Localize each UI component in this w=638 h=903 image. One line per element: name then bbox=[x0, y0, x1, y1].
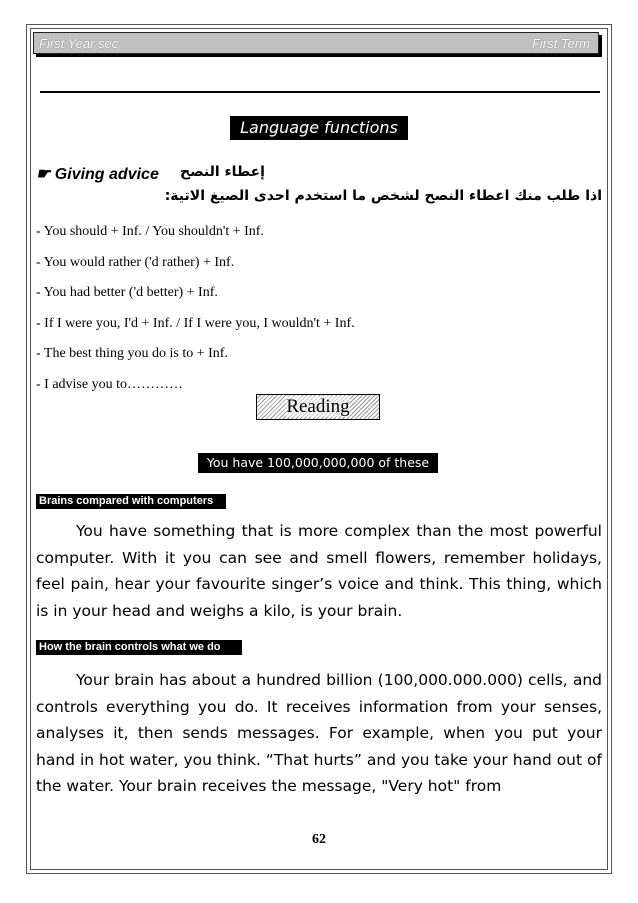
subheading-brains-computers: Brains compared with computers bbox=[36, 494, 226, 509]
header-year: First Year sec bbox=[39, 36, 119, 51]
reading-tagline: You have 100,000,000,000 of these bbox=[198, 453, 438, 473]
page-header bbox=[33, 32, 599, 54]
header-divider bbox=[40, 91, 600, 93]
list-item: - You would rather ('d rather) + Inf. bbox=[36, 254, 235, 270]
subheading-brain-control: How the brain controls what we do bbox=[36, 640, 242, 655]
paragraph-brain-control: Your brain has about a hundred billion (100,000.000.000) cells, and controls everything you do. It receives information from your senses, analyses it, then sends messages. For example, when you put your hand in hot water, you think. “That hurts” and you take your hand out of the water. Your brain receives the message, "Very hot" from bbox=[36, 671, 602, 795]
list-item: - You should + Inf. / You shouldn't + Inf. bbox=[36, 224, 264, 239]
pointing-hand-icon: ☛ bbox=[36, 166, 51, 183]
paragraph-brains-computers: You have something that is more complex than the most powerful computer. With it you can see and smell flowers, remember holidays, feel pain, hear your favourite singer’s voice and think. This thing, which is in your head and weighs a kilo, is your brain. bbox=[36, 522, 602, 620]
advice-title-arabic: إعطاء النصح bbox=[180, 164, 265, 180]
advice-heading bbox=[36, 164, 159, 184]
reading-label-text: Reading bbox=[286, 396, 350, 417]
advice-instruction-arabic: اذا طلب منك اعطاء النصح لشخص ما استخدم احدى الصيغ الاتية: bbox=[164, 188, 602, 204]
list-item: - You had better ('d better) + Inf. bbox=[36, 285, 218, 300]
advice-title: Giving advice bbox=[54, 166, 159, 183]
reading-label bbox=[256, 394, 380, 420]
page-number: 62 bbox=[312, 832, 326, 847]
section-title: Language functions bbox=[230, 116, 408, 140]
list-item: - The best thing you do is to + Inf. bbox=[36, 346, 228, 361]
list-item: - I advise you to………… bbox=[36, 376, 183, 392]
list-item: - If I were you, I'd + Inf. / If I were you, I wouldn't + Inf. bbox=[36, 315, 355, 331]
advice-forms-list bbox=[36, 223, 355, 406]
header-term: First Term bbox=[531, 36, 590, 51]
